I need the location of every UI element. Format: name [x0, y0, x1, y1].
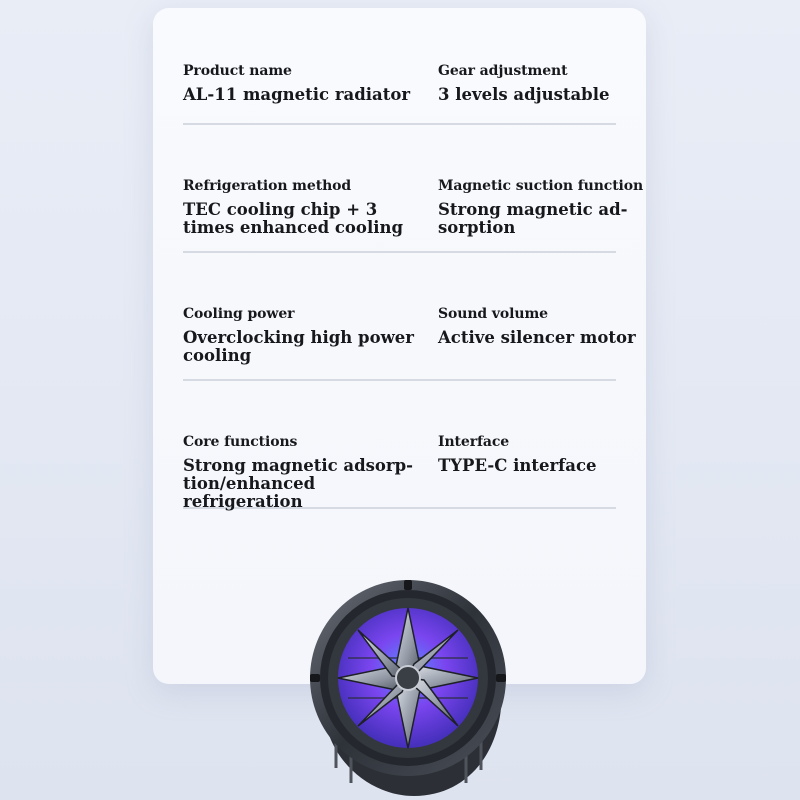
spec-item-interface [438, 433, 653, 475]
spec-value: Active silencer motor [438, 328, 636, 347]
spec-value: Strong magnetic ad-sorption [438, 200, 628, 237]
spec-row-4 [183, 433, 616, 509]
spec-label: Core functions [183, 434, 298, 450]
spec-label: Interface [438, 434, 510, 450]
spec-row-3 [183, 305, 636, 381]
spec-label: Gear adjustment [438, 63, 568, 79]
spec-label: Cooling power [183, 306, 295, 322]
spec-value: TYPE-C interface [438, 456, 597, 475]
spec-item-refrigeration-method [183, 177, 433, 237]
spec-value: Overclocking high power cooling [183, 328, 414, 365]
magnetic-cooling-fan-icon [296, 578, 509, 800]
spec-value: 3 levels adjustable [438, 85, 610, 104]
spec-value: Strong magnetic adsorp-tion/enhanced refrigeration [183, 456, 413, 511]
spec-label: Sound volume [438, 306, 548, 322]
spec-label: Refrigeration method [183, 178, 352, 194]
spec-value: TEC cooling chip + 3 times enhanced cooling [183, 200, 404, 237]
spec-item-gear-adjustment [438, 62, 653, 104]
spec-item-product-name [183, 62, 433, 104]
spec-row-2 [183, 177, 644, 253]
spec-item-core-functions [183, 433, 433, 511]
spec-item-sound-volume [438, 305, 653, 347]
spec-value: AL-11 magnetic radiator [183, 85, 411, 104]
spec-row-1 [183, 62, 616, 125]
spec-label: Product name [183, 63, 292, 79]
spec-item-magnetic-suction [438, 177, 653, 237]
spec-label: Magnetic suction function [438, 178, 644, 194]
spec-item-cooling-power [183, 305, 433, 365]
